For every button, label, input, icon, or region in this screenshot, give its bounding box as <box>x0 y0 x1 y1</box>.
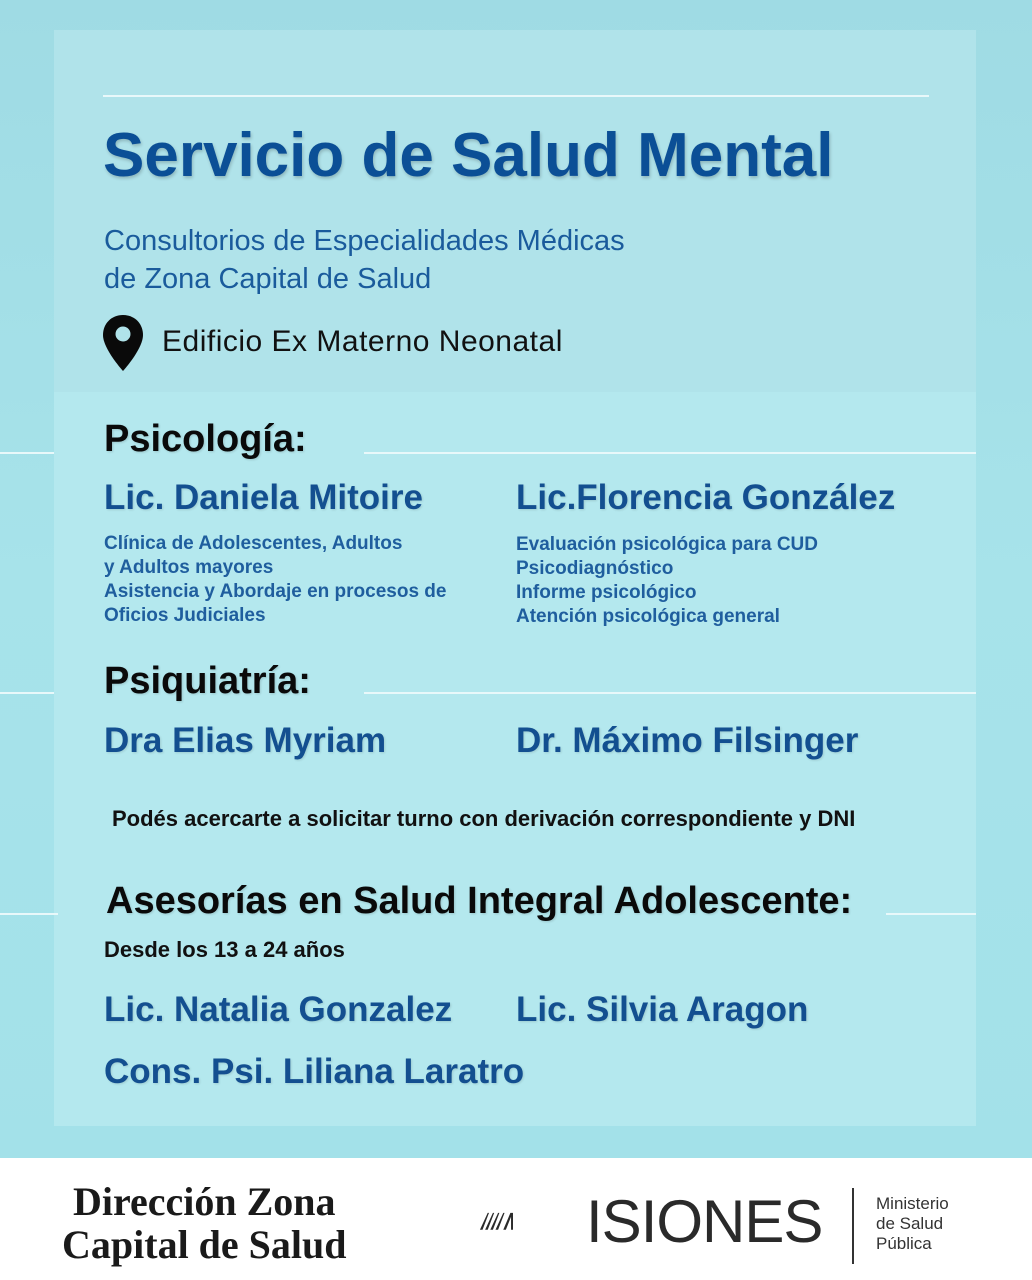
description-line: Informe psicológico <box>516 582 697 603</box>
description-line: Psicodiagnóstico <box>516 558 674 579</box>
professional-name: Lic. Natalia Gonzalez <box>104 990 453 1029</box>
professional-description <box>104 532 446 628</box>
direccion-logo <box>62 1180 347 1266</box>
divider-psicologia <box>364 452 976 454</box>
professional-name: Lic. Daniela Mitoire <box>104 478 423 517</box>
description-line: Evaluación psicológica para CUD <box>516 534 818 555</box>
divider-psiquiatria <box>364 692 976 694</box>
location-text: Edificio Ex Materno Neonatal <box>162 325 563 358</box>
professional-name: Cons. Psi. Liliana Laratro <box>104 1052 525 1091</box>
divider-left-psiquiatria <box>0 692 54 694</box>
professional-name: Lic. Silvia Aragon <box>516 990 809 1029</box>
ministerio-line-3: Pública <box>876 1234 932 1253</box>
direccion-line-1: Dirección Zona <box>72 1179 336 1224</box>
misiones-logo: ISIONES <box>586 1188 823 1255</box>
description-line: y Adultos mayores <box>104 557 274 578</box>
footer-separator <box>852 1188 854 1264</box>
professional-name: Dr. Máximo Filsinger <box>516 721 859 760</box>
direccion-line-2: Capital de Salud <box>62 1222 347 1267</box>
page-title: Servicio de Salud Mental <box>103 121 834 190</box>
description-line: Atención psicológica general <box>516 606 780 627</box>
description-line: Asistencia y Abordaje en procesos de <box>104 581 447 602</box>
professional-description <box>516 533 818 629</box>
professional-name: Lic.Florencia González <box>516 478 896 517</box>
subtitle-line-1: Consultorios de Especialidades Médicas <box>104 225 625 257</box>
ministerio-line-1: Ministerio <box>876 1194 949 1213</box>
subtitle-line-2: de Zona Capital de Salud <box>104 263 432 295</box>
divider-top <box>103 95 929 97</box>
section-heading-asesorias: Asesorías en Salud Integral Adolescente: <box>106 880 853 922</box>
map-pin-icon <box>102 314 144 372</box>
section-heading-psiquiatria: Psiquiatría: <box>104 660 311 702</box>
professional-name: Dra Elias Myriam <box>104 721 387 760</box>
ministerio-line-2: de Salud <box>876 1214 944 1233</box>
description-line: Oficios Judiciales <box>104 605 266 626</box>
divider-asesorias <box>886 913 976 915</box>
page-subtitle <box>104 222 625 298</box>
misiones-logo-mark <box>478 1188 593 1254</box>
description-line: Clínica de Adolescentes, Adultos <box>104 533 403 554</box>
ministerio-logo <box>876 1194 949 1254</box>
section-heading-psicologia: Psicología: <box>104 418 307 460</box>
divider-left-asesorias <box>0 913 58 915</box>
divider-left-psicologia <box>0 452 54 454</box>
age-range: Desde los 13 a 24 años <box>104 937 345 962</box>
appointment-note: Podés acercarte a solicitar turno con derivación correspondiente y DNI <box>112 806 856 831</box>
